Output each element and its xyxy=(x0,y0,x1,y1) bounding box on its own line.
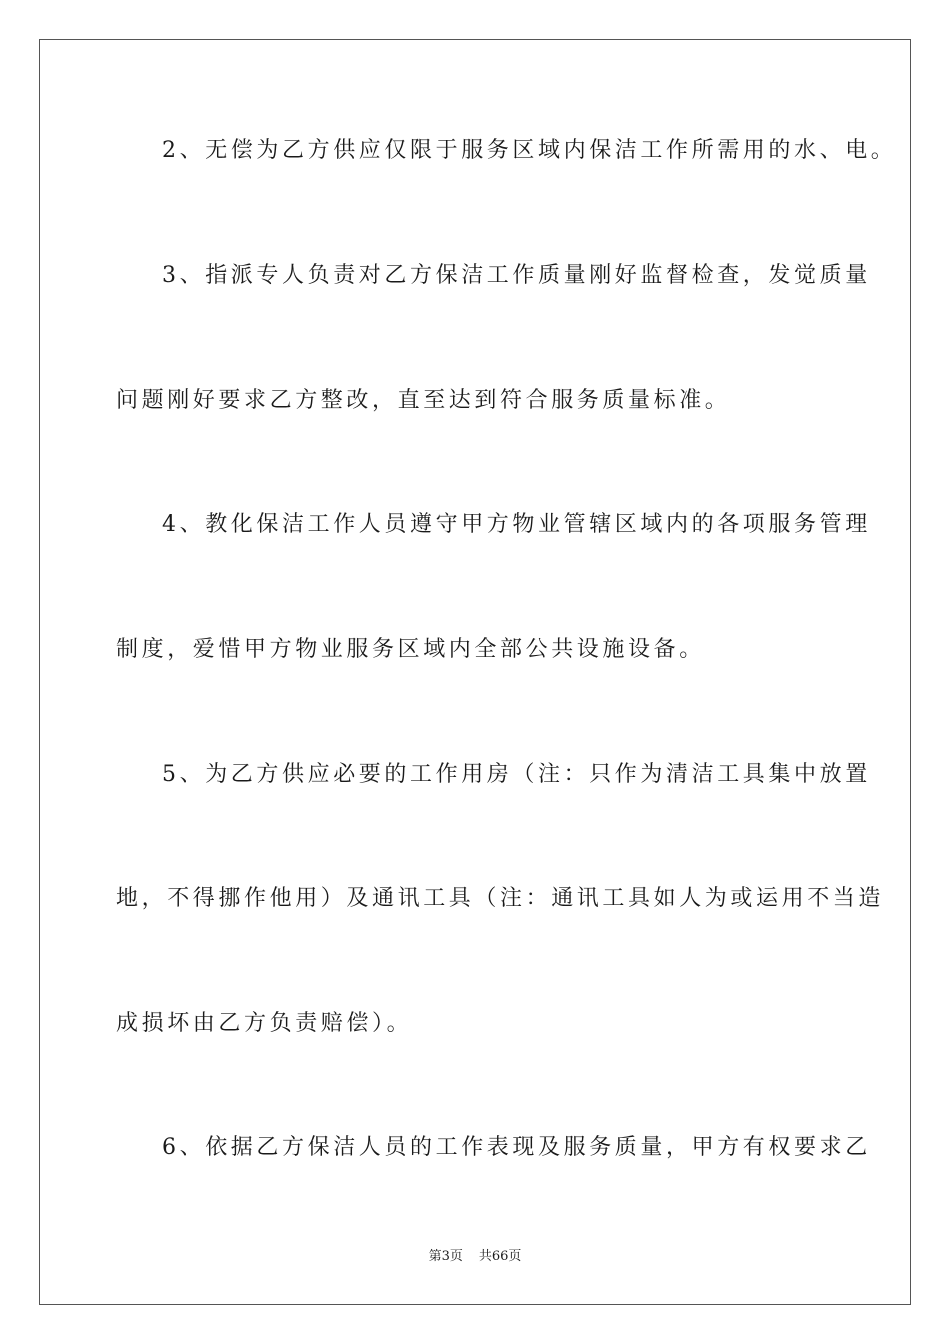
page-footer xyxy=(0,1249,950,1265)
paragraph-3-line-2: 问题刚好要求乙方整改，直至达到符合服务质量标准。 xyxy=(116,388,731,413)
paragraph-3-line-1: 3、指派专人负责对乙方保洁工作质量刚好监督检查，发觉质量 xyxy=(162,263,871,288)
page-total: 共66页 xyxy=(478,1249,522,1264)
paragraph-4-line-1: 4、教化保洁工作人员遵守甲方物业管辖区域内的各项服务管理 xyxy=(162,512,871,537)
page-number: 第3页 xyxy=(428,1249,463,1264)
paragraph-4-line-2: 制度，爱惜甲方物业服务区域内全部公共设施设备。 xyxy=(116,637,705,662)
paragraph-6-line-1: 6、依据乙方保洁人员的工作表现及服务质量，甲方有权要求乙 xyxy=(162,1135,871,1160)
paragraph-5-line-2: 地，不得挪作他用）及通讯工具（注：通讯工具如人为或运用不当造 xyxy=(116,886,885,911)
paragraph-2-line-1: 2、无偿为乙方供应仅限于服务区域内保洁工作所需用的水、电。 xyxy=(162,138,897,163)
paragraph-5-line-1: 5、为乙方供应必要的工作用房（注：只作为清洁工具集中放置 xyxy=(162,762,871,787)
page-border xyxy=(39,39,911,1305)
paragraph-5-line-3: 成损坏由乙方负责赔偿）。 xyxy=(116,1011,413,1036)
